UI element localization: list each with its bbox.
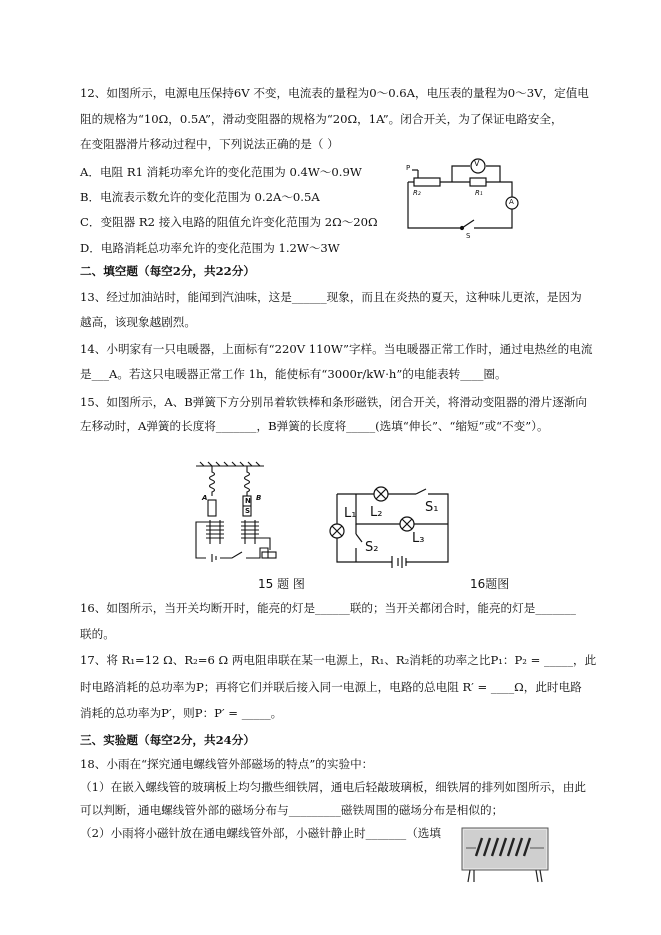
q18-line4: （2）小雨将小磁针放在通电螺线管外部，小磁针静止时_______（选填 bbox=[80, 826, 441, 840]
q17-line3: 消耗的总功率为P′，则P：P′ = _____。 bbox=[80, 706, 283, 720]
section-3-heading: 三、实验题（每空2分，共24分） bbox=[80, 733, 255, 747]
fig16-label-l3: L₃ bbox=[412, 531, 425, 546]
q13-line2: 越高，该现象越剧烈。 bbox=[80, 315, 196, 329]
q12-line2: 阻的规格为“10Ω，0.5A”，滑动变阻器的规格为“20Ω，1A”。闭合开关，为了保证电路安全， bbox=[80, 112, 563, 126]
fig15-label-s: S bbox=[245, 507, 251, 515]
q12-ammeter-label: A bbox=[509, 198, 514, 206]
q13-line1: 13、经过加油站时，能闻到汽油味，这是______现象，而且在炎热的夏天，这种味儿更浓，是因为 bbox=[80, 290, 582, 304]
fig15-label-b: B bbox=[256, 494, 262, 502]
q17-line2: 时电路消耗的总功率为P；再将它们并联后接入同一电源上，电路的总电阻 R′ = ____Ω，此时电路 bbox=[80, 680, 582, 694]
q12-r2-label: R₂ bbox=[413, 189, 421, 197]
fig15-label-n: N bbox=[245, 497, 251, 505]
q12-slider-label: P bbox=[406, 164, 411, 172]
q12-option-a: A．电阻 R1 消耗功率允许的变化范围为 0.4W～0.9W bbox=[80, 165, 362, 179]
q18-line1: 18、小雨在“探究通电螺线管外部磁场的特点”的实验中： bbox=[80, 757, 374, 771]
q12-option-b: B．电流表示数允许的变化范围为 0.2A～0.5A bbox=[80, 190, 320, 204]
q12-line3: 在变阻器滑片移动过程中，下列说法正确的是（ ） bbox=[80, 137, 339, 151]
q15-line2: 左移动时，A弹簧的长度将_______，B弹簧的长度将_____(选填“伸长”、“缩短”或“不变”）。 bbox=[80, 419, 549, 433]
q14-line1: 14、小明家有一只电暖器，上面标有“220V 110W”字样。当电暖器正常工作时，通过电热丝的电流 bbox=[80, 342, 593, 356]
q12-switch-label: S bbox=[466, 232, 471, 240]
q12-circuit-diagram bbox=[404, 156, 524, 236]
fig16-label-l1: L₁ bbox=[344, 506, 357, 521]
q17-line1: 17、将 R₁=12 Ω、R₂=6 Ω 两电阻串联在某一电源上，R₁、R₂消耗的功率之比P₁：P₂ = _____，此 bbox=[80, 653, 597, 667]
q16-line1: 16、如图所示，当开关均断开时，能亮的灯是______联的；当开关都闭合时，能亮的灯是_______ bbox=[80, 601, 576, 615]
q18-line2: （1）在嵌入螺线管的玻璃板上均匀撒些细铁屑，通电后轻敲玻璃板，细铁屑的排列如图所示，由此 bbox=[80, 780, 586, 794]
fig16-lamp-circuit bbox=[326, 488, 462, 568]
q12-option-d: D．电路消耗总功率允许的变化范围为 1.2W～3W bbox=[80, 241, 340, 255]
q18-solenoid-illustration bbox=[462, 828, 548, 884]
q18-line3: 可以判断，通电螺线管外部的磁场分布与_________磁铁周围的磁场分布是相似的； bbox=[80, 803, 504, 817]
section-2-heading: 二、填空题（每空2分，共22分） bbox=[80, 264, 255, 278]
fig15-label-a: A bbox=[202, 494, 208, 502]
q12-option-c: C．变阻器 R2 接入电路的阻值允许变化范围为 2Ω～20Ω bbox=[80, 215, 378, 229]
fig15-caption: 15 题 图 bbox=[258, 577, 305, 591]
fig16-caption: 16题图 bbox=[470, 577, 510, 591]
q12-voltmeter-label: V bbox=[474, 159, 480, 168]
fig16-label-l2: L₂ bbox=[370, 505, 383, 520]
q12-r1-label: R₁ bbox=[475, 189, 483, 197]
fig16-label-s2: S₂ bbox=[365, 540, 379, 555]
q15-line1: 15、如图所示，A、B弹簧下方分别吊着软铁棒和条形磁铁，闭合开关，将滑动变阻器的滑片逐渐向 bbox=[80, 395, 587, 409]
q12-line1: 12、如图所示，电源电压保持6V 不变，电流表的量程为0～0.6A，电压表的量程为0～3V，定值电 bbox=[80, 86, 589, 100]
q14-line2: 是___A。若这只电暖器正常工作 1h，能使标有“3000r/kW·h”的电能表转____圈。 bbox=[80, 367, 507, 381]
fig15-spring-electromagnet bbox=[190, 462, 290, 572]
fig16-label-s1: S₁ bbox=[425, 500, 439, 515]
q16-line2: 联的。 bbox=[80, 627, 115, 641]
